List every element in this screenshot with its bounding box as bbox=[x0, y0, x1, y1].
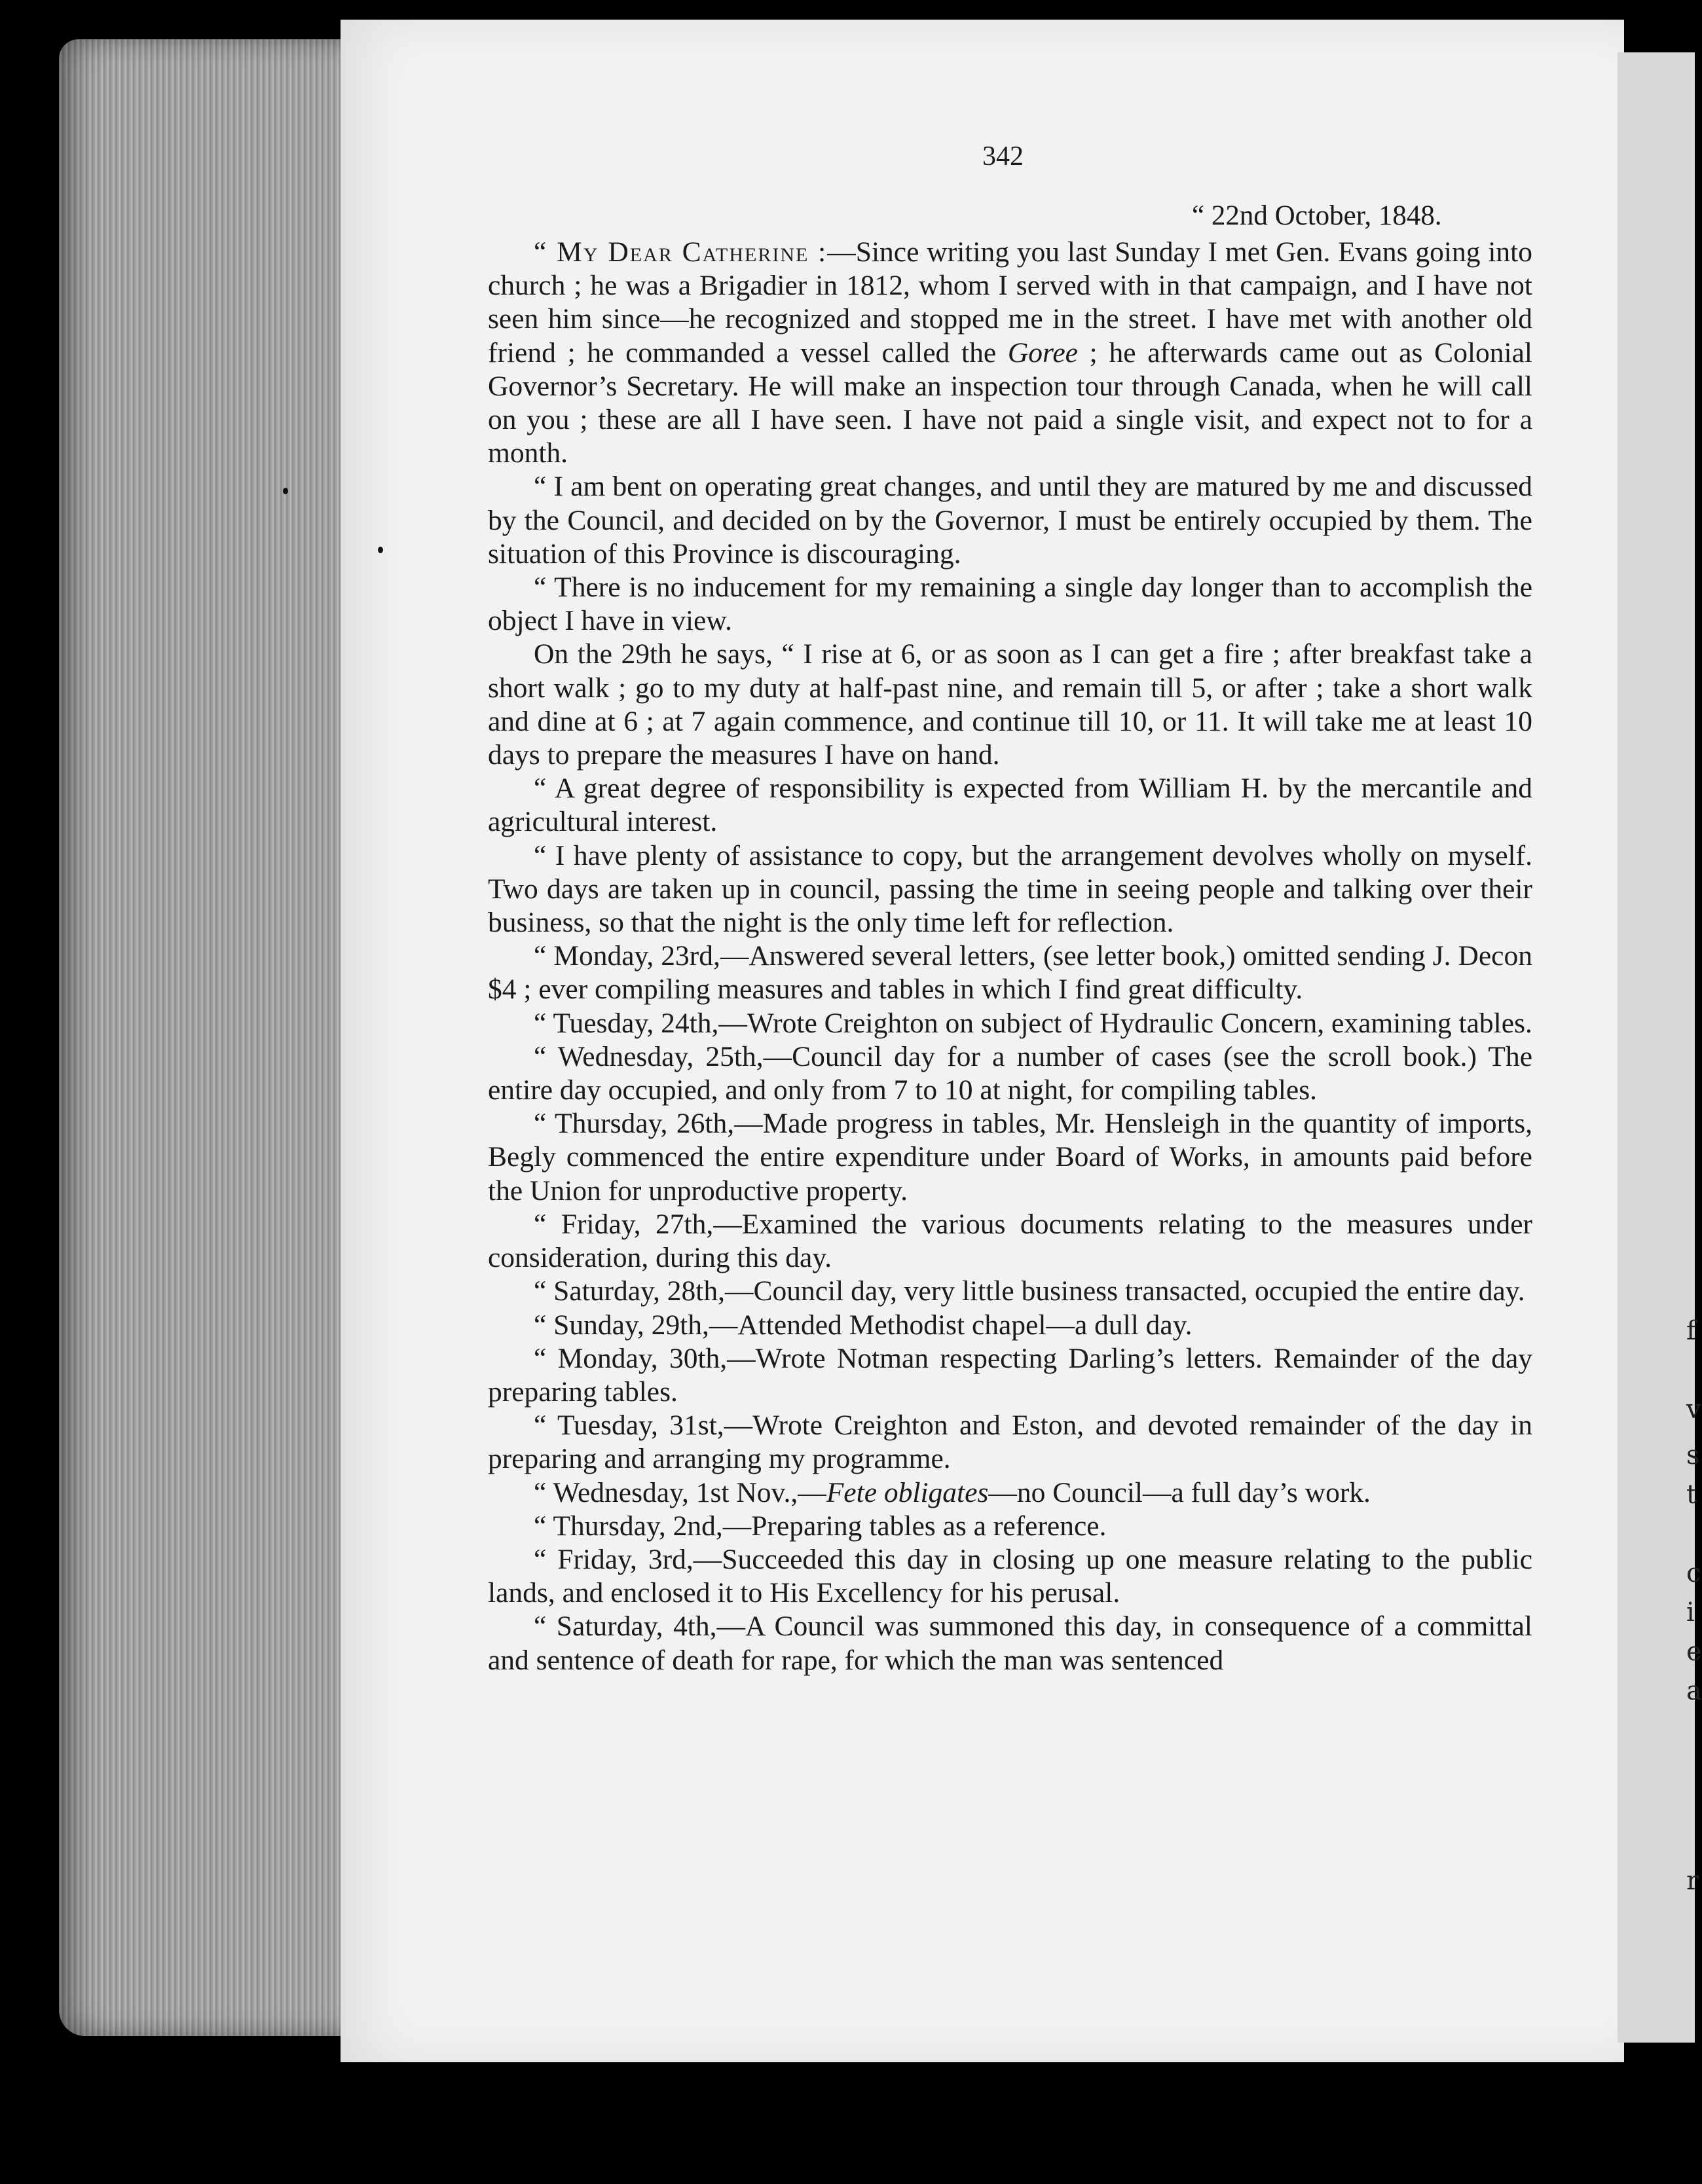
paragraph: “ A great degree of responsibility is expected from William H. by the mercantile and agricultural interest. bbox=[488, 773, 1532, 838]
ship-name: Goree bbox=[1007, 337, 1078, 369]
paragraph-text: “ Wednesday, 1st Nov.,— bbox=[534, 1476, 826, 1508]
body-text bbox=[488, 236, 1532, 1677]
paragraph: “ Saturday, 4th,—A Council was summoned this day, in consequence of a committal and sentence of death for rape, for which the man was sentenced bbox=[488, 1611, 1532, 1676]
paragraph: On the 29th he says, “ I rise at 6, or as soon as I can get a fire ; after breakfast take a short walk ; go to my duty at half-past nine, and remain till 5, or after ; take a short walk and dine at 6 ; at 7 again commence, and continue till 10, or 11. It will take me at least 10 days to prepare the measures I have on hand. bbox=[488, 638, 1532, 771]
ink-speck bbox=[378, 547, 383, 553]
paragraph: “ Tuesday, 24th,—Wrote Creighton on subject of Hydraulic Concern, examining tables. bbox=[534, 1007, 1532, 1039]
facing-page-fragment: r bbox=[1686, 1866, 1699, 1896]
paragraph-text: —no Council—a full day’s work. bbox=[988, 1476, 1371, 1508]
salutation: “ My Dear Catherine : bbox=[534, 236, 828, 268]
paragraph bbox=[488, 236, 1532, 470]
paragraph: “ Friday, 3rd,—Succeeded this day in closing up one measure relating to the public lands, and enclosed it to His Excellency for his perusal. bbox=[488, 1543, 1532, 1609]
facing-page-edge bbox=[1618, 52, 1702, 2043]
paragraph: “ Monday, 30th,—Wrote Notman respecting Darling’s letters. Remainder of the day preparing tables. bbox=[488, 1342, 1532, 1408]
paragraph: “ Sunday, 29th,—Attended Methodist chapel—a dull day. bbox=[534, 1309, 1193, 1341]
facing-page-fragment: s bbox=[1686, 1440, 1700, 1470]
book-page-edges bbox=[59, 39, 354, 2036]
ink-speck bbox=[283, 488, 288, 494]
paragraph: “ Friday, 27th,—Examined the various documents relating to the measures under consideration, during this day. bbox=[488, 1208, 1532, 1274]
paragraph bbox=[488, 1476, 1532, 1510]
paragraph-text: ; he afterwards came out as Colonial Governor’s Secretary. He will make an inspection tour through Canada, when he will call on you ; these are all I have seen. I have not paid a single visit, and expect not to for a month. bbox=[488, 337, 1533, 469]
italic-phrase: Fete obligates bbox=[826, 1476, 989, 1508]
facing-page-fragment: i bbox=[1686, 1597, 1695, 1628]
paragraph: “ Monday, 23rd,—Answered several letters, (see letter book,) omitted sending J. Decon $4 ; ever compiling measures and tables in which I find great difficulty. bbox=[488, 940, 1532, 1006]
paragraph: “ There is no inducement for my remaining a single day longer than to accomplish the object I have in view. bbox=[488, 572, 1532, 637]
page-number: 342 bbox=[982, 141, 1024, 172]
facing-page-fragment: c bbox=[1686, 1558, 1701, 1588]
paragraph: “ I am bent on operating great changes, and until they are matured by me and discussed by the Council, and decided on by the Governor, I must be entirely occupied by them. The situation of this Province is discouraging. bbox=[488, 471, 1532, 570]
facing-page-fragment: f bbox=[1686, 1316, 1696, 1346]
paragraph: “ Thursday, 26th,—Made progress in tables, Mr. Hensleigh in the quantity of imports, Begly commenced the entire expenditure under Board of Works, in amounts paid before the Union for unproductive property. bbox=[488, 1108, 1532, 1207]
facing-page-fragment: t bbox=[1686, 1480, 1697, 1510]
paragraph-text: —Since writing you last Sunday I met Gen. Evans going into church ; he was a Brigadier in 1812, whom I served with in that campaign, and I have not seen him since—he recognized and stopped me in the street. I have met with another old friend ; he commanded a vessel called the bbox=[488, 236, 1533, 369]
paragraph: “ Thursday, 2nd,—Preparing tables as a reference. bbox=[534, 1510, 1107, 1542]
facing-page-fragment: e bbox=[1686, 1637, 1702, 1667]
facing-page-fragment: a bbox=[1686, 1676, 1702, 1706]
paragraph: “ Wednesday, 25th,—Council day for a number of cases (see the scroll book.) The entire day occupied, and only from 7 to 10 at night, for compiling tables. bbox=[488, 1040, 1532, 1106]
paragraph: “ Saturday, 28th,—Council day, very little business transacted, occupied the entire day. bbox=[534, 1275, 1525, 1307]
letter-date: “ 22nd October, 1848. bbox=[1192, 200, 1442, 231]
paragraph: “ Tuesday, 31st,—Wrote Creighton and Eston, and devoted remainder of the day in preparing and arranging my programme. bbox=[488, 1410, 1532, 1475]
paragraph: “ I have plenty of assistance to copy, but the arrangement devolves wholly on myself. Two days are taken up in council, passing the time in seeing people and talking over their business, so that the night is the only time left for reflection. bbox=[488, 839, 1532, 939]
facing-page-fragment: v bbox=[1686, 1394, 1701, 1425]
